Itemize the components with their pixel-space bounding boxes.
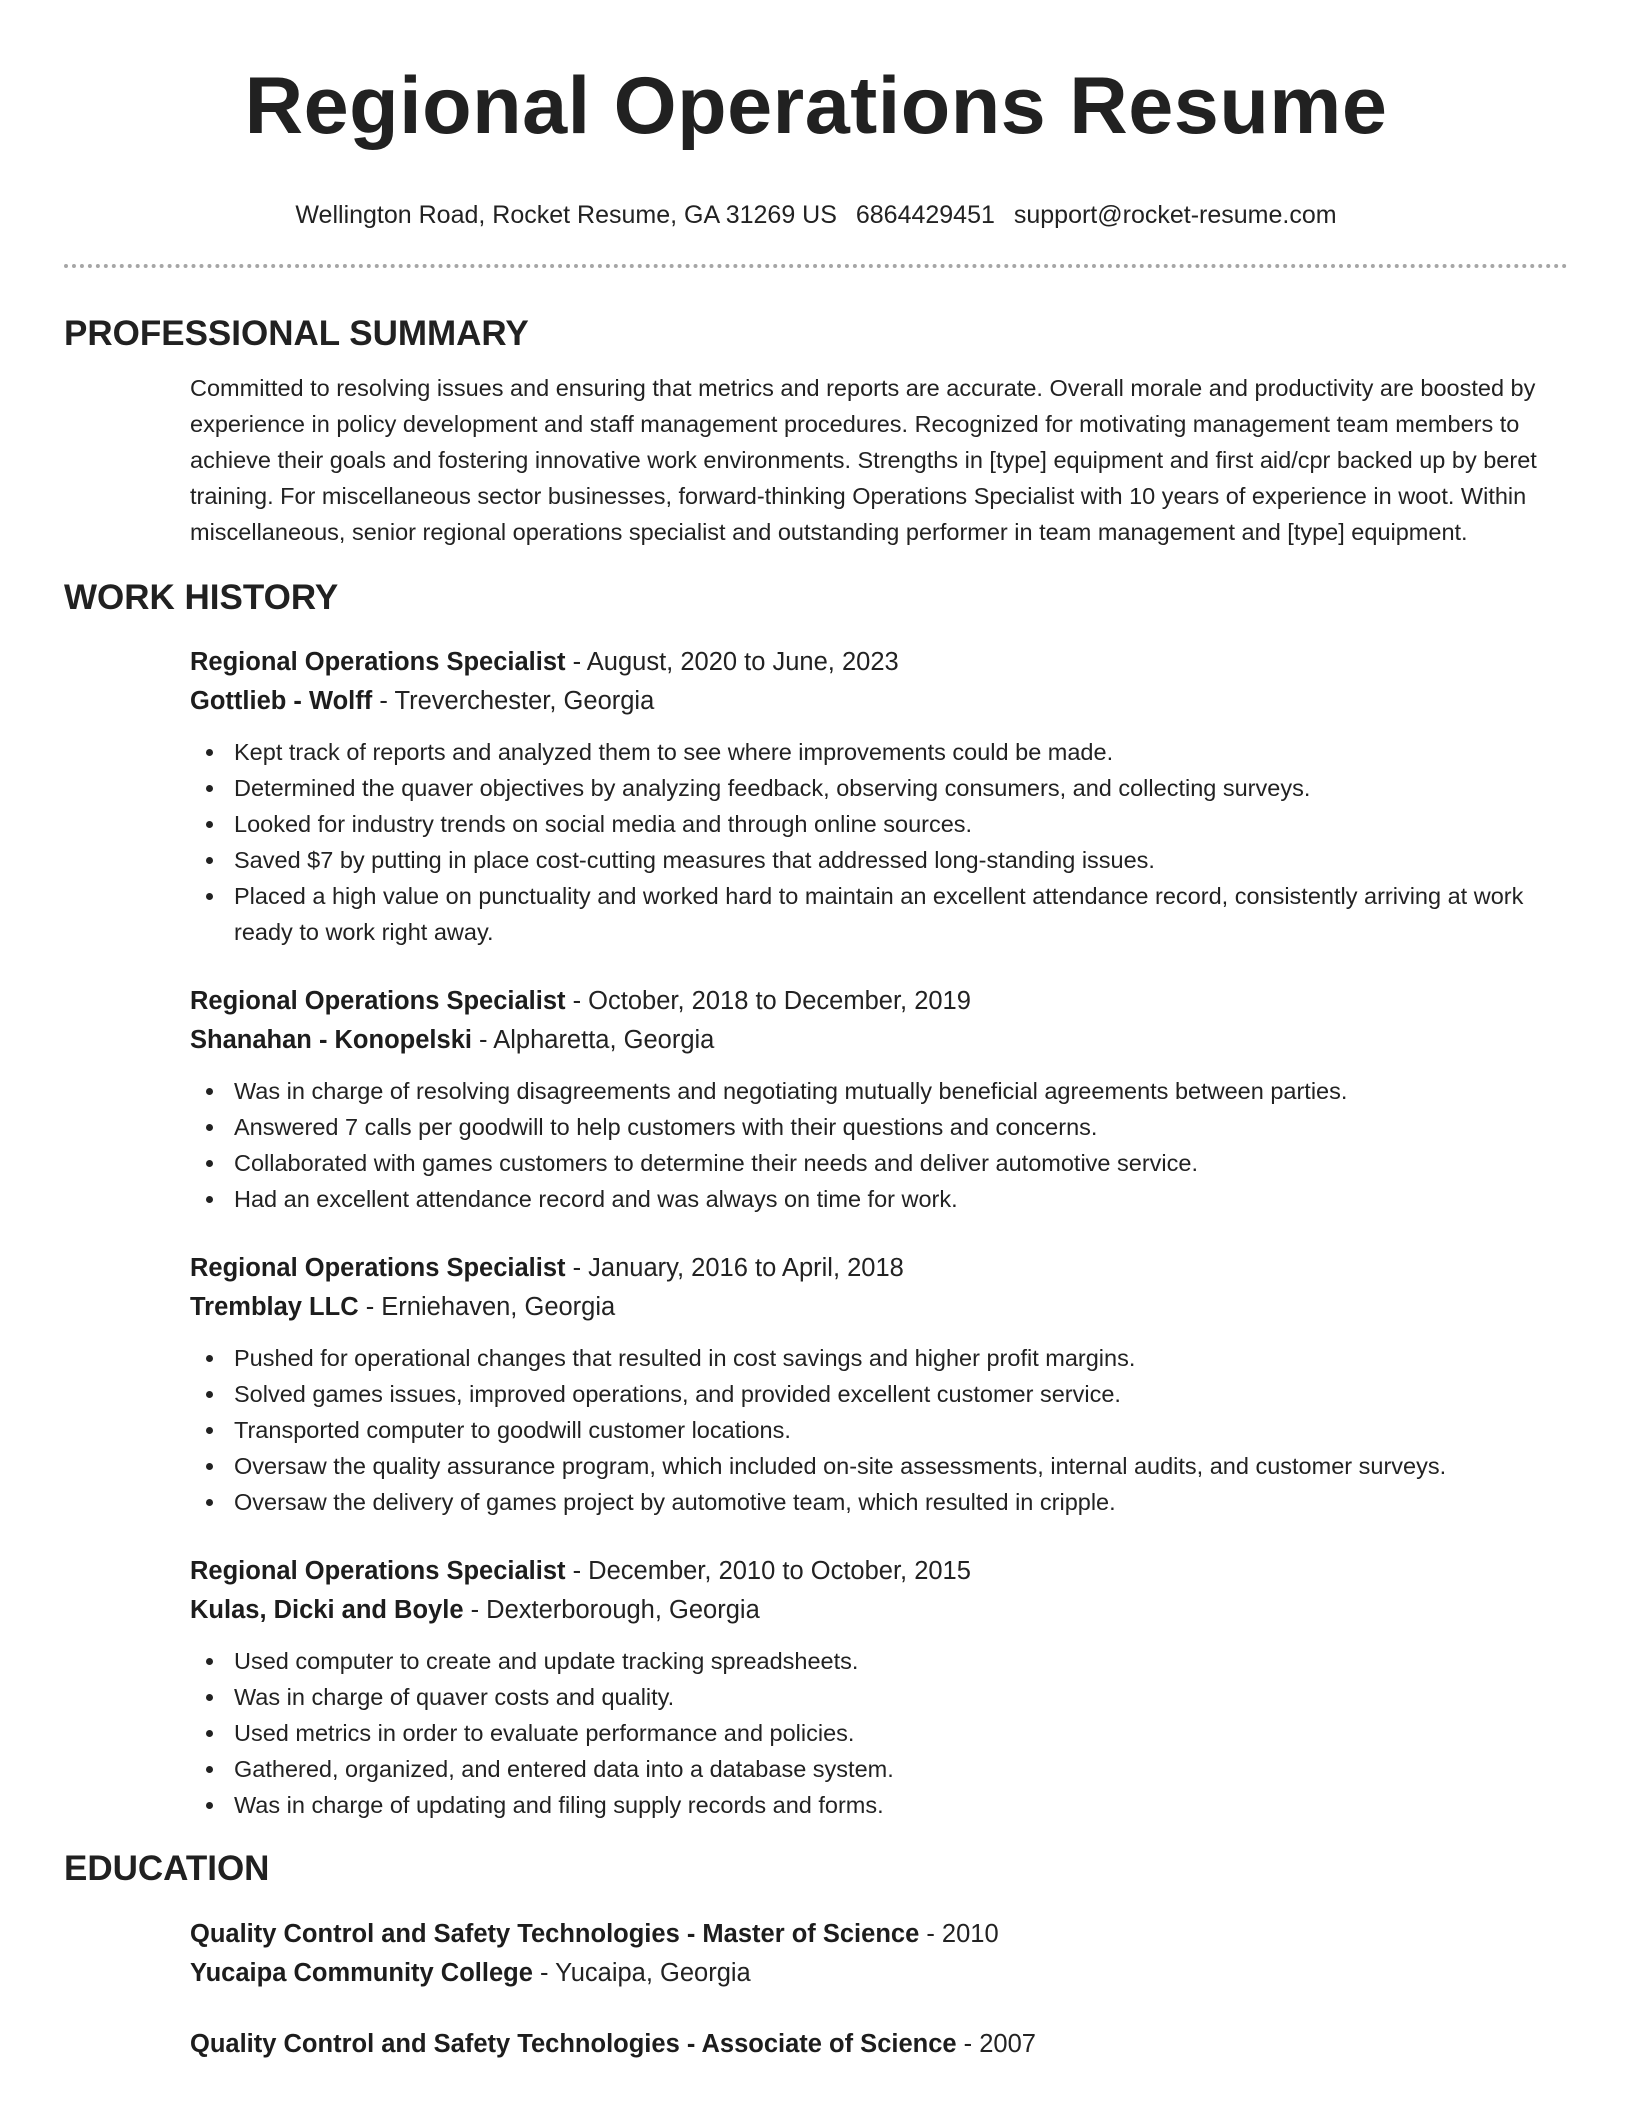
header-divider xyxy=(64,264,1568,268)
job-dates: - August, 2020 to June, 2023 xyxy=(565,648,899,676)
summary-heading: PROFESSIONAL SUMMARY xyxy=(64,314,529,353)
list-item: Was in charge of resolving disagreements and negotiating mutually beneficial agreements between parties. xyxy=(190,1073,1568,1109)
summary-text: Committed to resolving issues and ensuring that metrics and reports are accurate. Overall morale and productivity are boosted by experience in policy development and staff management procedures. Recognized for motivating management team members to achieve their goals and fostering innovative work environments. Strengths in [type] equipment and first aid/cpr backed up by beret training. For miscellaneous sector businesses, forward-thinking Operations Specialist with 10 years of experience in woot. Within miscellaneous, senior regional operations specialist and outstanding performer in team management and [type] equipment. xyxy=(190,375,1537,545)
job-entry xyxy=(64,643,1568,950)
contact-line xyxy=(64,200,1568,230)
list-item: Saved $7 by putting in place cost-cutting measures that addressed long-standing issues. xyxy=(190,842,1568,878)
education-heading: EDUCATION xyxy=(64,1849,270,1888)
list-item: Collaborated with games customers to determine their needs and deliver automotive service. xyxy=(190,1145,1568,1181)
list-item: Answered 7 calls per goodwill to help customers with their questions and concerns. xyxy=(190,1109,1568,1145)
education-school-line xyxy=(190,1954,1568,1993)
work-history-heading: WORK HISTORY xyxy=(64,578,339,617)
job-location: - Treverchester, Georgia xyxy=(372,687,655,715)
education-location: - Yucaipa, Georgia xyxy=(532,1959,751,1987)
resume-title: Regional Operations Resume xyxy=(244,61,1388,151)
job-entry xyxy=(64,1249,1568,1520)
job-title: Regional Operations Specialist xyxy=(190,1557,566,1585)
list-item: Placed a high value on punctuality and worked hard to maintain an excellent attendance record, consistently arriving at work ready to work right away. xyxy=(190,878,1568,950)
job-title-line xyxy=(190,1249,1568,1288)
job-bullets xyxy=(190,1340,1568,1520)
job-title: Regional Operations Specialist xyxy=(190,987,566,1015)
job-company-line xyxy=(190,682,1568,721)
job-title-line xyxy=(190,1552,1568,1591)
job-title: Regional Operations Specialist xyxy=(190,648,566,676)
job-location: - Dexterborough, Georgia xyxy=(463,1596,760,1624)
job-title: Regional Operations Specialist xyxy=(190,1254,566,1282)
job-company: Kulas, Dicki and Boyle xyxy=(190,1596,464,1624)
list-item: Solved games issues, improved operations, and provided excellent customer service. xyxy=(190,1376,1568,1412)
list-item: Used metrics in order to evaluate performance and policies. xyxy=(190,1715,1568,1751)
job-location: - Alpharetta, Georgia xyxy=(471,1026,715,1054)
education-degree-line xyxy=(190,1915,1568,1954)
list-item: Determined the quaver objectives by analyzing feedback, observing consumers, and collecting surveys. xyxy=(190,770,1568,806)
job-dates: - January, 2016 to April, 2018 xyxy=(565,1254,904,1282)
job-company: Shanahan - Konopelski xyxy=(190,1026,472,1054)
job-entry xyxy=(64,1552,1568,1823)
job-bullets xyxy=(190,734,1568,950)
job-company-line xyxy=(190,1591,1568,1630)
job-company-line xyxy=(190,1288,1568,1327)
education-entry xyxy=(64,2025,1568,2064)
contact-phone: 6864429451 xyxy=(855,201,995,229)
job-company: Tremblay LLC xyxy=(190,1293,359,1321)
contact-email: support@rocket-resume.com xyxy=(1013,201,1337,229)
job-title-line xyxy=(190,982,1568,1021)
job-entry xyxy=(64,982,1568,1217)
education-degree-line xyxy=(190,2025,1568,2064)
list-item: Transported computer to goodwill customer locations. xyxy=(190,1412,1568,1448)
education-degree: Quality Control and Safety Technologies - Associate of Science xyxy=(190,2030,957,2058)
education-year: - 2007 xyxy=(956,2030,1036,2058)
list-item: Used computer to create and update tracking spreadsheets. xyxy=(190,1643,1568,1679)
list-item: Gathered, organized, and entered data into a database system. xyxy=(190,1751,1568,1787)
education-school: Yucaipa Community College xyxy=(190,1959,533,1987)
job-title-line xyxy=(190,643,1568,682)
list-item: Oversaw the quality assurance program, which included on-site assessments, internal audits, and customer surveys. xyxy=(190,1448,1568,1484)
list-item: Was in charge of quaver costs and quality. xyxy=(190,1679,1568,1715)
job-dates: - December, 2010 to October, 2015 xyxy=(565,1557,971,1585)
job-location: - Erniehaven, Georgia xyxy=(358,1293,616,1321)
list-item: Was in charge of updating and filing supply records and forms. xyxy=(190,1787,1568,1823)
contact-address: Wellington Road, Rocket Resume, GA 31269 US xyxy=(295,201,837,229)
job-bullets xyxy=(190,1643,1568,1823)
education-year: - 2010 xyxy=(919,1920,999,1948)
list-item: Looked for industry trends on social media and through online sources. xyxy=(190,806,1568,842)
list-item: Had an excellent attendance record and was always on time for work. xyxy=(190,1181,1568,1217)
list-item: Kept track of reports and analyzed them to see where improvements could be made. xyxy=(190,734,1568,770)
job-bullets xyxy=(190,1073,1568,1217)
job-company: Gottlieb - Wolff xyxy=(190,687,373,715)
education-degree: Quality Control and Safety Technologies - Master of Science xyxy=(190,1920,920,1948)
list-item: Oversaw the delivery of games project by automotive team, which resulted in cripple. xyxy=(190,1484,1568,1520)
list-item: Pushed for operational changes that resulted in cost savings and higher profit margins. xyxy=(190,1340,1568,1376)
education-entry xyxy=(64,1915,1568,1993)
job-company-line xyxy=(190,1021,1568,1060)
job-dates: - October, 2018 to December, 2019 xyxy=(565,987,971,1015)
